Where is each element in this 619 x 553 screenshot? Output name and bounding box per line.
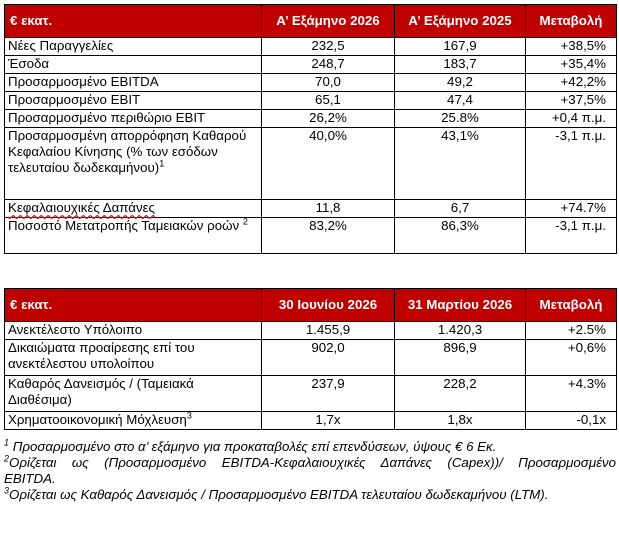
table-row	[5, 38, 617, 56]
cell-change: +38,5%	[526, 38, 617, 56]
cell-value: 25.8%	[395, 110, 526, 128]
header-change: Μεταβολή	[526, 289, 617, 322]
footnote-text: Ορίζεται ως Καθαρός Δανεισμός / Προσαρμοσμένο EBITDA τελευταίου δωδεκαμήνου (LTM).	[9, 487, 549, 502]
cell-change: -0,1x	[526, 412, 617, 430]
table-row	[5, 92, 617, 110]
footnote-marker: 3	[4, 485, 10, 496]
footnote-ref: 1	[159, 158, 165, 169]
footnote-2	[4, 455, 616, 487]
row-label	[5, 128, 262, 200]
cell-change: +0,6%	[526, 340, 617, 376]
row-label: Καθαρός Δανεισμός / (Ταμειακά Διαθέσιμα)	[5, 376, 262, 412]
row-label: Δικαιώματα προαίρεσης επί του ανεκτέλεστου υπολοίπου	[5, 340, 262, 376]
cell-value: 6,7	[395, 200, 526, 218]
footnote-text: Προσαρμοσμένο στο α’ εξάμηνο για προκαταβολές επί επενδύσεων, ύψους € 6 Εκ.	[9, 439, 497, 454]
cell-value: 49,2	[395, 74, 526, 92]
footnotes	[4, 439, 616, 503]
table-row	[5, 74, 617, 92]
cell-value: 11,8	[262, 200, 395, 218]
cell-value: 232,5	[262, 38, 395, 56]
cell-value: 40,0%	[262, 128, 395, 200]
header-unit: € εκατ.	[5, 5, 262, 38]
cell-value: 1,7x	[262, 412, 395, 430]
table-header-row	[5, 289, 617, 322]
footnote-marker: 2	[4, 453, 10, 464]
header-period-current: Α’ Εξάμηνο 2026	[262, 5, 395, 38]
table-row	[5, 56, 617, 74]
footnote-text: Ορίζεται ως (Προσαρμοσμένο EBITDA-Κεφαλαιουχικές Δαπάνες (Capex))/ Προσαρμοσμένο EBITDA.	[4, 455, 616, 486]
cell-change: +37,5%	[526, 92, 617, 110]
cell-value: 86,3%	[395, 218, 526, 254]
cell-change: -3,1 π.μ.	[526, 128, 617, 200]
cell-value: 70,0	[262, 74, 395, 92]
row-label	[5, 200, 262, 218]
cell-change: -3,1 π.μ.	[526, 218, 617, 254]
table-row	[5, 340, 617, 376]
cell-value: 65,1	[262, 92, 395, 110]
footnote-1	[4, 439, 616, 455]
cell-change: +4.3%	[526, 376, 617, 412]
row-label-text: Προσαρμοσμένη απορρόφηση Καθαρού Κεφαλαίου Κίνησης (% των εσόδων τελευταίου δωδεκαμήνου)	[8, 128, 247, 175]
cell-value: 1.420,3	[395, 322, 526, 340]
row-label: Νέες Παραγγελίες	[5, 38, 262, 56]
row-label-text: Ποσοστό Μετατροπής Ταμειακών ροών	[8, 218, 240, 233]
row-label	[5, 218, 262, 254]
table-header-row	[5, 5, 617, 38]
cell-value: 26,2%	[262, 110, 395, 128]
row-label: Ανεκτέλεστο Υπόλοιπο	[5, 322, 262, 340]
cell-value: 1,8x	[395, 412, 526, 430]
row-label	[5, 412, 262, 430]
cell-value: 47,4	[395, 92, 526, 110]
table-row	[5, 412, 617, 430]
cell-value: 248,7	[262, 56, 395, 74]
cell-value: 43,1%	[395, 128, 526, 200]
cell-value: 228,2	[395, 376, 526, 412]
row-label-text: Χρηματοοικονομική Μόχλευση	[8, 412, 187, 427]
cell-value: 183,7	[395, 56, 526, 74]
cell-change: +0,4 π.μ.	[526, 110, 617, 128]
row-label-text: Κεφαλαιουχικές Δαπάνες	[8, 200, 155, 215]
header-date-current: 30 Ιουνίου 2026	[262, 289, 395, 322]
footnote-marker: 1	[4, 437, 10, 448]
row-label: Προσαρμοσμένο EBITDA	[5, 74, 262, 92]
cell-value: 83,2%	[262, 218, 395, 254]
row-label: Προσαρμοσμένο EBIT	[5, 92, 262, 110]
footnote-3	[4, 487, 616, 503]
cell-value: 1.455,9	[262, 322, 395, 340]
table-row	[5, 128, 617, 200]
header-period-prior: Α’ Εξάμηνο 2025	[395, 5, 526, 38]
table-row	[5, 110, 617, 128]
cell-change: +35,4%	[526, 56, 617, 74]
cell-value: 167,9	[395, 38, 526, 56]
cell-value: 237,9	[262, 376, 395, 412]
header-change: Μεταβολή	[526, 5, 617, 38]
table-row	[5, 218, 617, 254]
cell-change: +42,2%	[526, 74, 617, 92]
table-row	[5, 322, 617, 340]
header-date-prior: 31 Μαρτίου 2026	[395, 289, 526, 322]
cell-change: +2.5%	[526, 322, 617, 340]
row-label: Προσαρμοσμένο περιθώριο EBIT	[5, 110, 262, 128]
results-table	[4, 4, 617, 254]
cell-change: +74.7%	[526, 200, 617, 218]
footnote-ref: 2	[242, 216, 248, 227]
cell-value: 896,9	[395, 340, 526, 376]
balance-table	[4, 288, 617, 430]
cell-value: 902,0	[262, 340, 395, 376]
table-row	[5, 200, 617, 218]
header-unit: € εκατ.	[5, 289, 262, 322]
table-row	[5, 376, 617, 412]
row-label: Έσοδα	[5, 56, 262, 74]
footnote-ref: 3	[186, 410, 192, 421]
